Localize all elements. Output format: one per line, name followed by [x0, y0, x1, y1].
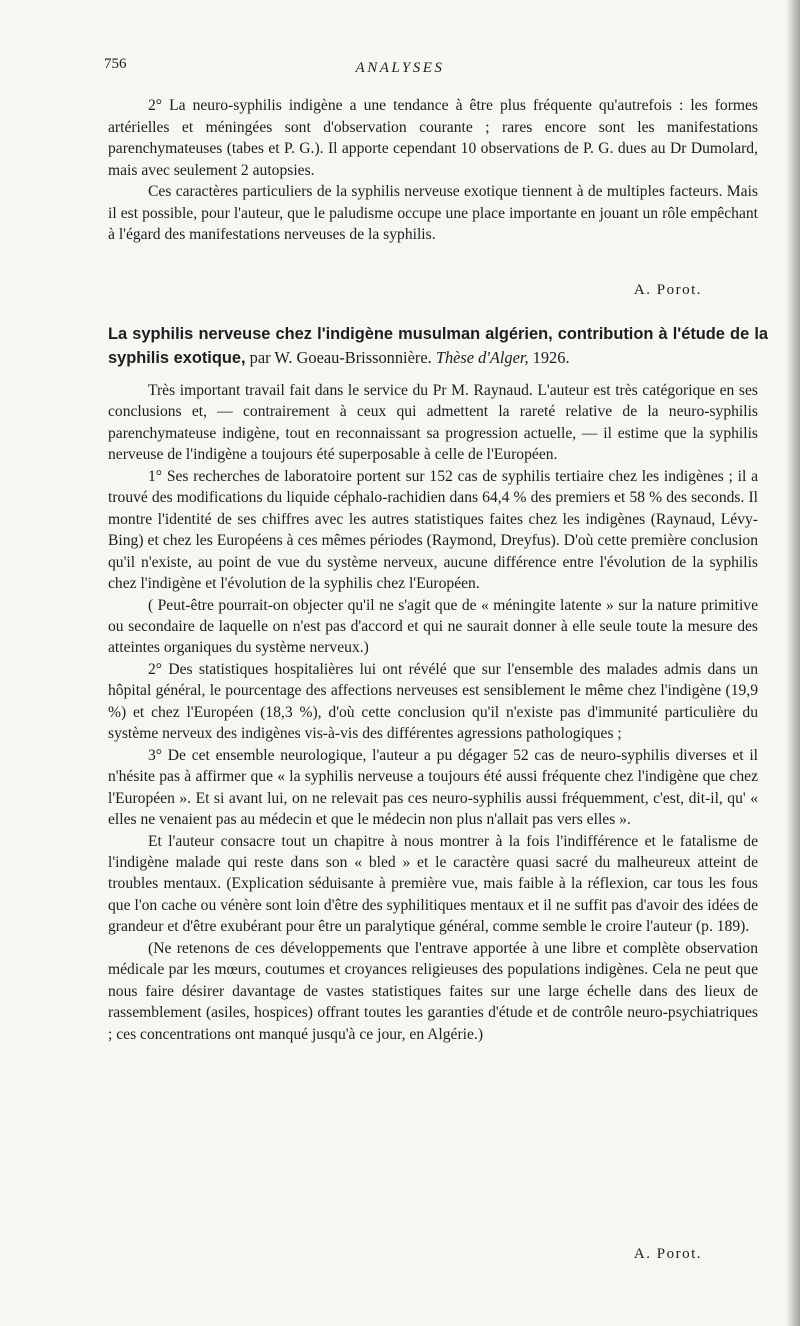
- review2-signature: A. Porot.: [633, 1246, 702, 1262]
- review1-paragraph-2: Ces caractères particuliers de la syphilis nerveuse exotique tiennent à de multiples facteurs. Mais il est possible, pour l'auteur, que le paludisme occupe une place importante en jouant un rôle empêchant à l'égard des manifestations nerveuses de la syphilis.: [108, 183, 758, 243]
- review2-paragraph-4: 2° Des statistiques hospitalières lui ont révélé que sur l'ensemble des malades admis dans un hôpital général, le pourcentage des affections nerveuses est sensiblement le même chez l'indigène (19,9 %) et chez l'Européen (18,3 %), d'où cette conclusion qu'il n'existe pas d'immunité particulière du système nerveux des indigènes vis-à-vis des différentes agressions pathologiques ;: [108, 660, 758, 743]
- page-number: 756: [104, 56, 127, 72]
- review2-paragraph-3: ( Peut-être pourrait-on objecter qu'il ne s'agit que de « méningite latente » sur la nature primitive ou secondaire de laquelle on n'est pas d'accord et qui ne saurait donner à elle seule toute la mesure des atteintes organiques du système nerveux.): [108, 596, 758, 657]
- review2-paragraph-2: 1° Ses recherches de laboratoire portent sur 152 cas de syphilis tertiaire chez les indigènes ; il a trouvé des modifications du liquide céphalo-rachidien dans 64,4 % des premiers et 58 % des seconds. Il montre l'identité de ses chiffres avec les autres statistiques faites chez les indigènes (Raynaud, Lévy-Bing) et chez les Européens à ces mêmes périodes (Raymond, Dreyfus). D'où cette première conclusion qu'il n'existe, au point de vue du système nerveux, aucune différence entre l'évolution de la syphilis chez l'indigène et l'évolution de la syphilis chez l'Européen.: [108, 467, 758, 593]
- review2-source: Thèse d'Alger,: [435, 348, 529, 367]
- review2-paragraph-7: (Ne retenons de ces développements que l'entrave apportée à une libre et complète observation médicale par les mœurs, coutumes et croyances religieuses des populations indigènes. Cela ne peut que nous faire désirer davantage de vastes statistiques faites sur une large échelle dans des lieux de rassemblement (asiles, hospices) offrant toutes les garanties d'étude et de contrôle neuro-psychiatriques ; ces concentrations ont manqué jusqu'à ce jour, en Algérie.): [108, 939, 758, 1043]
- review1-paragraph-1: 2° La neuro-syphilis indigène a une tendance à être plus fréquente qu'autrefois : les formes artérielles et méningées sont d'observation courante ; rares encore sont les manifestations parenchymateuses (tabes et P. G.). Il apporte cependant 10 observations de P. G. dues au Dr Dumolard, mais avec seulement 2 autopsies.: [108, 97, 758, 179]
- page-edge-shadow: [786, 0, 800, 1326]
- review1-signature: A. Porot.: [633, 282, 702, 298]
- review2-title-text: La syphilis nerveuse chez l'indigène musulman algérien, contribution à l'étude de la syphilis exotique,: [108, 325, 768, 367]
- review2-body: [108, 380, 758, 1045]
- review2-paragraph-5: 3° De cet ensemble neurologique, l'auteur a pu dégager 52 cas de neuro-syphilis diverses et il n'hésite pas à affirmer que « la syphilis nerveuse a toujours été aussi fréquente chez l'indigène que chez l'Européen ». Et si avant lui, on ne relevait pas ces neuro-syphilis aussi fréquemment, c'est, dit-il, qu' « elles ne venaient pas au médecin et que le médecin non plus n'allait pas vers elles ».: [108, 746, 758, 829]
- review2-paragraph-6: Et l'auteur consacre tout un chapitre à nous montrer à la fois l'indifférence et le fatalisme de l'indigène malade qui reste dans son « bled » et le caractère quasi sacré du malheureux atteint de troubles mentaux. (Explication séduisante à première vue, mais faible à la réflexion, car tous les fous que l'on cache ou vénère sont loin d'être des syphilitiques mentaux et il ne suffit pas d'avoir des idées de grandeur et d'être exubérant pour être un paralytique général, comme semble le croire l'auteur (p. 189).: [108, 832, 758, 936]
- review2-author: par W. Goeau-Brissonnière.: [245, 348, 436, 367]
- review2-year: 1926.: [528, 348, 570, 367]
- review2-paragraph-1: Très important travail fait dans le service du Pr M. Raynaud. L'auteur est très catégorique en ses conclusions et, — contrairement à ceux qui admettent la rareté relative de la neuro-syphilis parenchymateuse indigène, tout en reconnaissant sa progression actuelle, — il estime que la syphilis nerveuse de l'indigène a toujours été superposable à celle de l'Européen.: [108, 382, 758, 464]
- review1-body: [108, 95, 758, 246]
- review2-title: [108, 322, 768, 370]
- running-head: ANALYSES: [355, 60, 445, 76]
